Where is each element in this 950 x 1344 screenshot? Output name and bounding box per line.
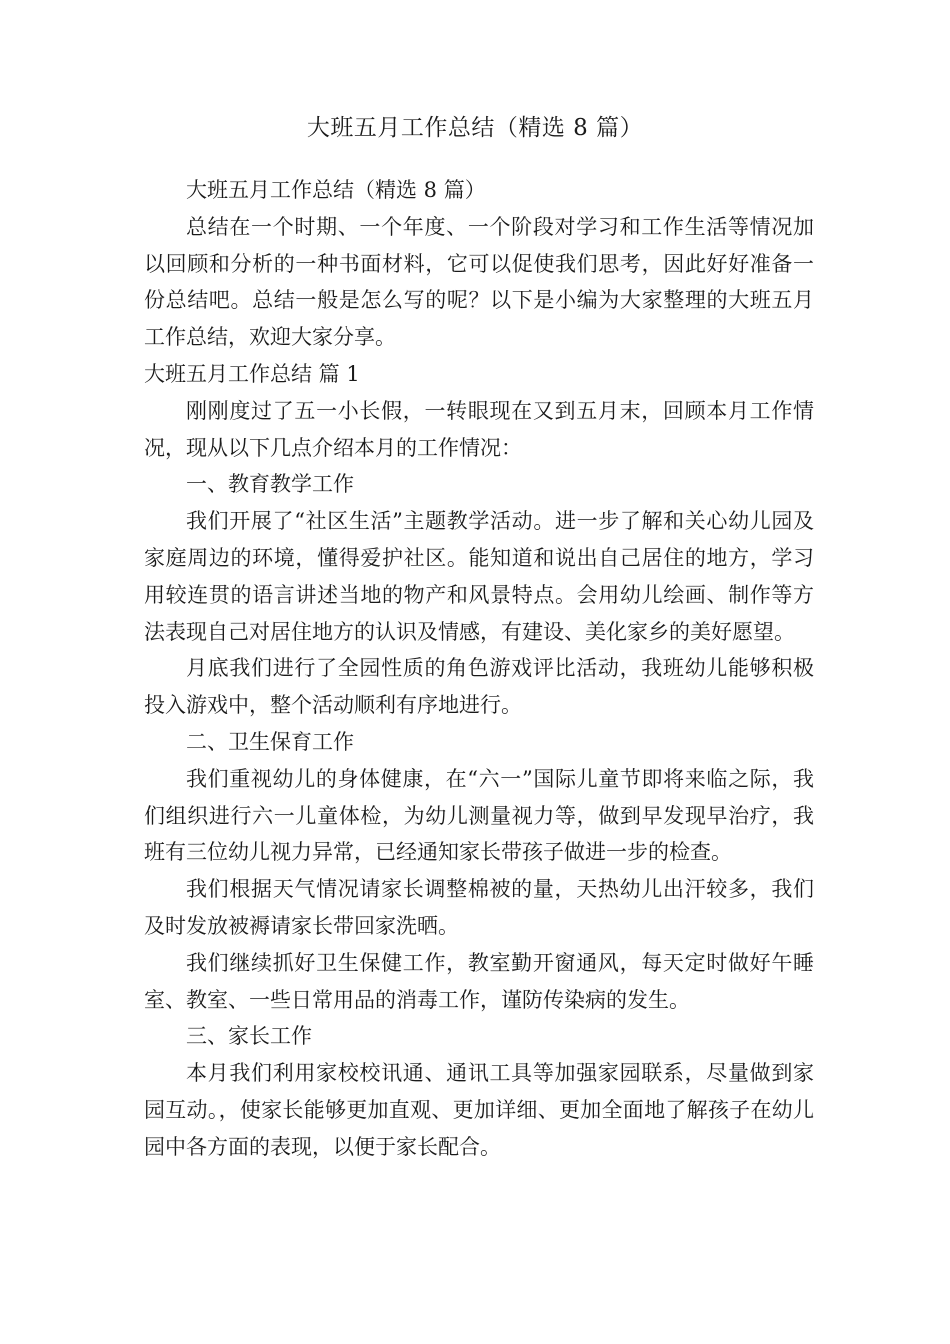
document-body	[144, 172, 814, 1166]
paragraph-role-play: 月底我们进行了全园性质的角色游戏评比活动，我班幼儿能够积极投入游戏中，整个活动顺利有序地进行。	[144, 656, 814, 718]
heading-education-work: 一、教育教学工作	[186, 472, 354, 497]
paragraph-hygiene: 我们继续抓好卫生保健工作，教室勤开窗通风，每天定时做好午睡室、教室、一些日常用品的消毒工作，谨防传染病的发生。	[144, 950, 814, 1012]
document-title: 大班五月工作总结（精选 8 篇）	[306, 115, 644, 141]
paragraph-overview: 刚刚度过了五一小长假，一转眼现在又到五月末，回顾本月工作情况，现从以下几点介绍本月的工作情况：	[144, 398, 814, 460]
heading-health-care-work: 二、卫生保育工作	[186, 729, 354, 754]
paragraph-subtitle: 大班五月工作总结（精选 8 篇）	[186, 178, 486, 202]
paragraph-bedding: 我们根据天气情况请家长调整棉被的量，天热幼儿出汗较多，我们及时发放被褥请家长带回家洗晒。	[144, 877, 814, 938]
section-heading-part-1: 大班五月工作总结 篇 1	[144, 361, 360, 386]
paragraph-intro: 总结在一个时期、一个年度、一个阶段对学习和工作生活等情况加以回顾和分析的一种书面材料，它可以促使我们思考，因此好好准备一份总结吧。总结一般是怎么写的呢？以下是小编为大家整理的大班五月工作总结，欢迎大家分享。	[144, 214, 814, 350]
paragraph-community-theme: 我们开展了“社区生活”主题教学活动。进一步了解和关心幼儿园及家庭周边的环境，懂得爱护社区。能知道和说出自己居住的地方，学习用较连贯的语言讲述当地的物产和风景特点。会用幼儿绘画、制作等方法表现自己对居住地方的认识及情感，有建设、美化家乡的美好愿望。	[144, 509, 814, 644]
paragraph-health-check: 我们重视幼儿的身体健康，在“六一”国际儿童节即将来临之际，我们组织进行六一儿童体检，为幼儿测量视力等，做到早发现早治疗，我班有三位幼儿视力异常，已经通知家长带孩子做进一步的检查。	[144, 766, 814, 865]
paragraph-home-school: 本月我们利用家校校讯通、通讯工具等加强家园联系，尽量做到家园互动。，使家长能够更加直观、更加详细、更加全面地了解孩子在幼儿园中各方面的表现，以便于家长配合。	[144, 1061, 814, 1159]
heading-parent-work: 三、家长工作	[186, 1024, 312, 1049]
